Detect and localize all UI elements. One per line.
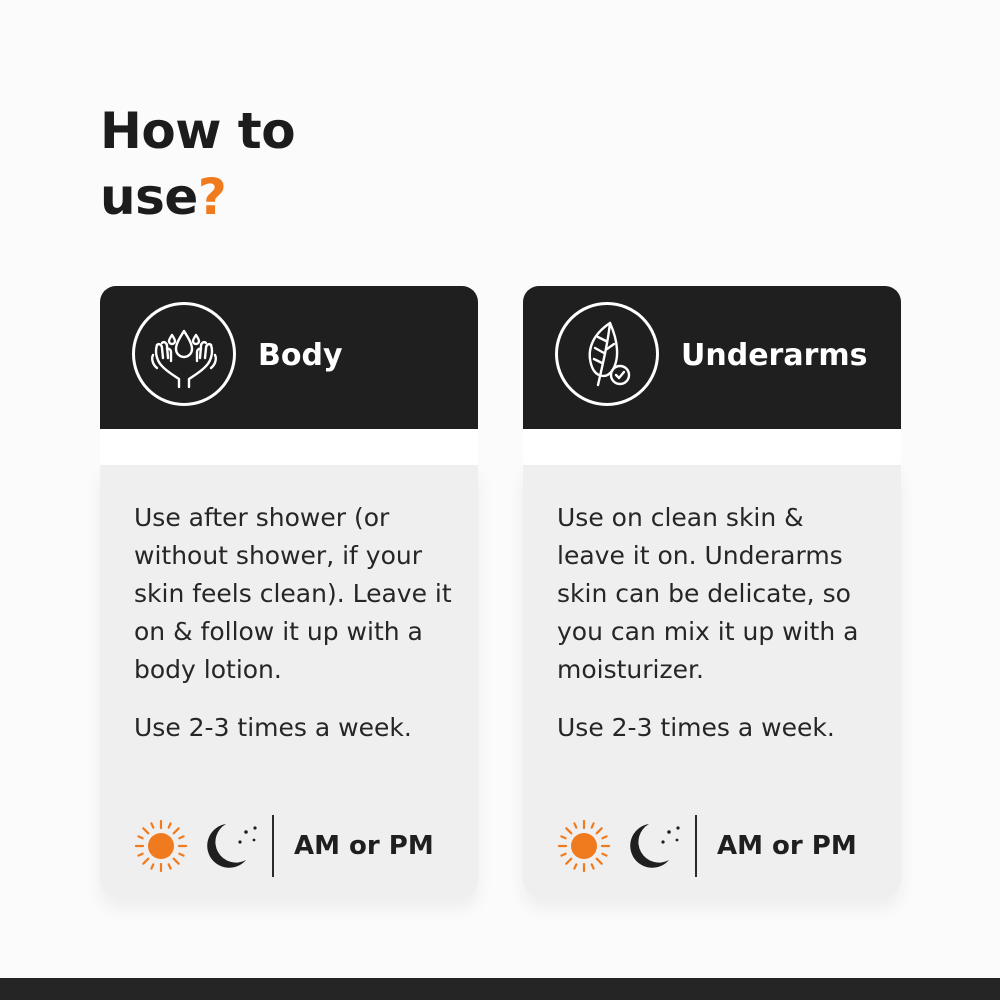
underarms-card-header [523, 286, 901, 429]
body-card-title: Body [258, 338, 343, 373]
page-title-line1: How to [100, 102, 296, 160]
underarms-card-gap [523, 429, 901, 465]
underarms-card-time-row [555, 815, 885, 877]
time-divider [695, 815, 697, 877]
body-card-gap [100, 429, 478, 465]
underarms-card-content [523, 465, 901, 898]
sun-icon [555, 817, 613, 875]
underarms-card-frequency: Use 2-3 times a week. [557, 713, 835, 742]
page-title [100, 98, 295, 230]
moon-stars-icon [202, 820, 260, 872]
question-mark: ? [197, 168, 227, 226]
moon-stars-icon [625, 820, 683, 872]
body-card-time-label: AM or PM [294, 831, 434, 861]
time-divider [272, 815, 274, 877]
underarms-card-description: Use on clean skin & leave it on. Underarms skin can be delicate, so you can mix it up with a moisturizer. [557, 503, 859, 684]
body-card-frequency: Use 2-3 times a week. [134, 713, 412, 742]
body-card-header [100, 286, 478, 429]
page-title-line2: use [100, 168, 198, 226]
body-card-description: Use after shower (or without shower, if your skin feels clean). Leave it on & follow it up with a body lotion. [134, 503, 452, 684]
hands-with-droplet-icon [132, 302, 236, 406]
sun-icon [132, 817, 190, 875]
underarms-card-time-label: AM or PM [717, 831, 857, 861]
body-card-time-row [132, 815, 462, 877]
body-card-content [100, 465, 478, 898]
bottom-bar [0, 978, 1000, 1000]
leaf-check-icon [555, 302, 659, 406]
underarms-card [523, 286, 901, 898]
underarms-card-title: Underarms [681, 338, 868, 373]
body-card [100, 286, 478, 898]
